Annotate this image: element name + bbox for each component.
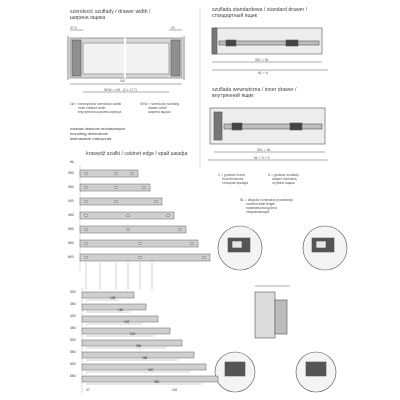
note-s-1: S = grubość szuflady [268, 173, 299, 177]
cabinet-edge-label: krawędź szafki / cabinet edge / край шкафа [86, 151, 188, 157]
lower-dim-352: 352 [154, 380, 160, 384]
legend-lw-2: inner cabinet width [78, 106, 106, 110]
lower-dim-320: 320 [148, 368, 154, 372]
note-nl-3: номинальная длина [246, 206, 277, 210]
inner-drawer-diagram [208, 108, 328, 160]
lower-row-350: 350 [70, 302, 76, 306]
lower-dim-224: 224 [130, 332, 136, 336]
note-s-2: drawer thickness [272, 177, 297, 181]
standard-dim-nl: NL + 6 [258, 71, 268, 75]
upper-row-450: 450 [68, 213, 74, 217]
lower-dim-288: 288 [142, 356, 148, 360]
lower-dim-192b: 192 [172, 388, 178, 392]
lower-dim-256: 256 [136, 344, 142, 348]
lower-row-300: 300 [70, 290, 76, 294]
note-nl-4: направляющей [246, 210, 270, 214]
upper-row-550: 550 [68, 241, 74, 245]
lower-row-550: 550 [70, 350, 76, 354]
upper-mounting-rows [80, 166, 210, 290]
inner-drawer-title: szuflada wewnętrzna / inner drawer / [212, 87, 297, 93]
standard-drawer-title-ru: стандартный ящик [212, 13, 257, 19]
mounting-title-en: mounting dimensions [70, 131, 108, 136]
upper-row-350: 350 [68, 185, 74, 189]
upper-row-500: 500 [68, 227, 74, 231]
inner-dim-skl: SKL = NL [257, 148, 272, 152]
dim-20: 20 [171, 26, 175, 30]
standard-drawer-diagram [212, 28, 328, 70]
legend-lw-3: внутренняя ширина корпуса [78, 110, 122, 114]
lower-dim-192: 192 [124, 320, 130, 324]
inner-dim-nl: NL + 5 + X [254, 156, 270, 160]
legend-skw-1: SKW = szerokość szuflady [140, 102, 180, 106]
lower-row-450: 450 [70, 326, 76, 330]
lower-dim-128: 128 [110, 296, 116, 300]
upper-row-600: 600 [68, 255, 74, 259]
dim-lw: LW [120, 79, 125, 83]
upper-row-400: 400 [68, 199, 74, 203]
lower-row-400: 400 [70, 314, 76, 318]
dim-skw: SKW = LW - (2 x 17,7) [104, 88, 137, 92]
lower-dim-160: 160 [118, 308, 124, 312]
note-nl-1: NL = długość nominalna prowadnicy [240, 198, 293, 202]
legend-skw-3: ширина ящика [148, 110, 171, 114]
lower-dim-37: 37 [86, 388, 90, 392]
drawer-width-title-ru: ширина ящика [70, 15, 106, 21]
legend-lw-1: LW = wewnętrzna szerokość szafki [70, 102, 122, 106]
dim-37-5: 37,5 [70, 26, 77, 30]
lower-row-600: 600 [70, 362, 76, 366]
note-nl-2: nominal slide length [246, 202, 276, 206]
note-s-3: глубина ящика [272, 181, 295, 185]
legend-skw-2: drawer width [148, 106, 167, 110]
lower-mounting-rows [82, 288, 218, 395]
lower-row-650: 650 [70, 374, 76, 378]
standard-drawer-title: szuflada standardowa / standard drawer / [212, 7, 308, 13]
lower-row-500: 500 [70, 338, 76, 342]
mounting-title-ru: монтажные отверстия [70, 136, 112, 141]
note-x-2: front thickness [222, 177, 244, 181]
standard-dim-skl: SKL = NL [255, 58, 270, 62]
mounting-title: rozstaw otworów montażowych [70, 126, 126, 131]
note-x-3: толщина фасада [222, 181, 249, 185]
slide-profile-view [255, 286, 290, 338]
inner-drawer-title-ru: внутренний ящик [212, 93, 254, 99]
drawer-width-diagram [68, 30, 184, 92]
note-x-1: X = grubość frontu [218, 173, 246, 177]
upper-row-300: 300 [68, 171, 74, 175]
drawer-width-title: szerokość szuflady / drawer width / [70, 9, 151, 15]
nl-label: NL [70, 160, 75, 164]
